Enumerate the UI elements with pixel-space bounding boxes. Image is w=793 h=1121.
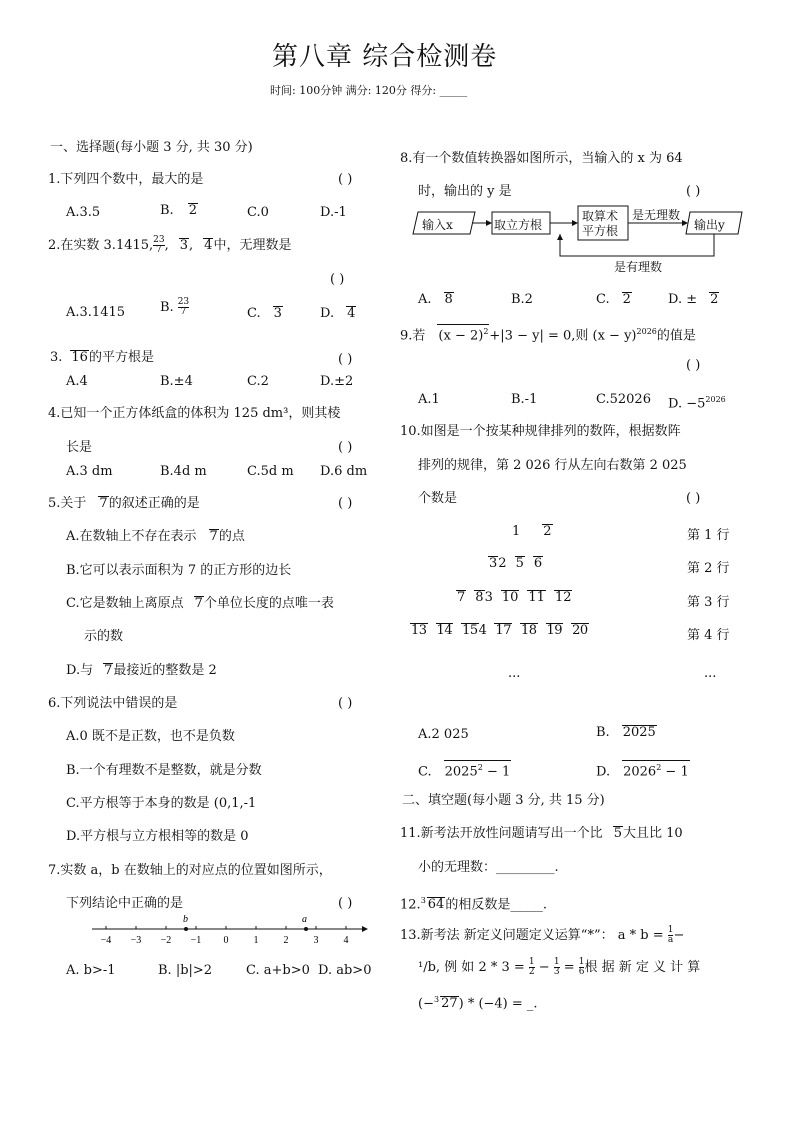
flow-sqrt-1: 取算术 [582, 209, 619, 223]
page-title: 第八章 综合检测卷 [272, 42, 498, 72]
q8-text-2: 时，输出的 y 是 [418, 184, 512, 199]
axis-tick-label: −4 [100, 935, 112, 946]
q4-paren: ( ) [338, 440, 353, 455]
q2-text: 2.在实数 3.1415, $\frac{23}{7}$ , 3, 4中，无理数是 [48, 235, 292, 255]
q6-paren: ( ) [338, 696, 353, 711]
q2-option-d: D. 4 [320, 306, 356, 321]
q8-option-b: B.2 [511, 292, 533, 307]
array-dots-right: ... [704, 666, 717, 681]
q8-option-d: D. ± 2 [668, 292, 719, 307]
q13-text-2: ¹/b, 例 如 2 * 3 = $\frac{1}{2}$ − $\frac{1}{3}$ = $\frac{1}{6}$ 根 据 新 定 义 计 算 [418, 957, 701, 977]
flow-sqrt-2: 平方根 [582, 224, 619, 238]
q10-option-a: A.2 025 [418, 727, 469, 742]
q8-flowchart [410, 202, 745, 274]
q1-paren: ( ) [338, 172, 353, 187]
q1-option-b: B. 2 [160, 203, 197, 218]
q10-text-3: 个数是 [418, 491, 458, 506]
q4-option-c: C.5d m [247, 464, 294, 479]
q8-option-a: A. 8 [418, 292, 453, 307]
q7-paren: ( ) [338, 896, 353, 911]
q4-option-a: A.3 dm [66, 464, 113, 479]
q4-option-d: D.6 dm [320, 464, 368, 479]
point-a-label: a [302, 914, 307, 925]
point-a [304, 927, 308, 931]
q10-option-d: D. $2026^2 - 1$ [596, 760, 690, 780]
q4-option-b: B.4d m [160, 464, 207, 479]
axis-tick-label: −1 [190, 935, 202, 946]
q7-text: 7.实数 a，b 在数轴上的对应点的位置如图所示， [48, 863, 332, 878]
q6-option-c: C.平方根等于本身的数是 (0,1,-1 [66, 796, 257, 811]
q8-option-c: C. 2 [596, 292, 631, 307]
q5-option-c: C.它是数轴上离原点 7个单位长度的点唯一表 [66, 596, 334, 611]
q1-option-d: D.-1 [320, 205, 347, 220]
q7-number-line [90, 912, 370, 948]
flow-output: 输出y [694, 218, 725, 232]
q11-text: 11.新考法开放性问题请写出一个比 5大且比 10 [400, 826, 683, 841]
q4-text-2: 长是 [66, 440, 93, 455]
section-choice: 一、选择题(每小题 3 分, 共 30 分) [50, 140, 253, 155]
q10-text-2: 排列的规律，第 2 026 行从左向右数第 2 025 [418, 458, 687, 473]
axis-tick-label: 3 [313, 935, 319, 946]
q5-option-b: B.它可以表示面积为 7 的正方形的边长 [66, 563, 292, 578]
q2-option-b: B. $\frac{23}{7}$ [160, 297, 190, 317]
q9-option-c: C.52026 [596, 392, 651, 407]
q7-option-d: D. ab>0 [318, 963, 372, 978]
q3-text: 3. 16的平方根是 [50, 350, 154, 365]
q11-text-2: 小的无理数：_________. [418, 860, 559, 875]
q10-option-c: C. $2025^2 - 1$ [418, 760, 511, 780]
array-row-2-label: 第 2 行 [687, 561, 730, 576]
q5-option-d: D.与 7最接近的整数是 2 [66, 663, 217, 678]
q5-option-c-2: 示的数 [84, 629, 124, 644]
q8-paren: ( ) [686, 184, 701, 199]
axis-tick-label: −3 [130, 935, 142, 946]
q7-option-b: B. |b|>2 [158, 963, 213, 978]
flow-irrational: 是无理数 [632, 208, 681, 222]
axis-tick-label: 2 [283, 935, 289, 946]
q9-option-d: D. $-5^{2026}$ [668, 395, 726, 412]
q2-paren: ( ) [330, 272, 345, 287]
axis-tick-label: 4 [343, 935, 349, 946]
q9-option-a: A.1 [418, 392, 440, 407]
q12-text: 12.$^3$ 64的相反数是_____. [400, 896, 547, 913]
q10-paren: ( ) [686, 491, 701, 506]
array-row-3: 7 83 10 11 12 [457, 590, 572, 605]
axis-tick-label: −2 [160, 935, 172, 946]
q7-option-a: A. b>-1 [66, 963, 116, 978]
q4-text: 4.已知一个正方体纸盒的体积为 125 dm³，则其棱 [48, 406, 341, 421]
axis-tick-label: 1 [253, 935, 259, 946]
section-fill: 二、填空题(每小题 3 分, 共 15 分) [402, 793, 605, 808]
q5-paren: ( ) [338, 496, 353, 511]
q3-option-a: A.4 [66, 374, 88, 389]
array-row-3-label: 第 3 行 [687, 595, 730, 610]
q6-option-a: A.0 既不是正数，也不是负数 [66, 729, 235, 744]
q10-option-b: B. 2025 [596, 725, 656, 740]
q13-text: 13.新考法 新定义问题定义运算“*”： a * b = $\frac{1}{a}$ − [400, 925, 685, 945]
q3-option-b: B.±4 [160, 374, 193, 389]
q5-option-a: A.在数轴上不存在表示 7的点 [66, 529, 245, 544]
q1-option-a: A.3.5 [66, 205, 101, 220]
q13-text-3: (−$^3$ 27) * (−4) = _. [418, 995, 538, 1012]
q7-text-2: 下列结论中正确的是 [66, 896, 184, 911]
q1-option-c: C.0 [247, 205, 269, 220]
q3-option-c: C.2 [247, 374, 269, 389]
array-row-1: 1 2 [512, 524, 552, 539]
point-b-label: b [183, 914, 188, 925]
q9-paren: ( ) [686, 358, 701, 373]
flow-rational: 是有理数 [614, 260, 663, 274]
q1-text: 1.下列四个数中，最大的是 [48, 172, 204, 187]
q9-option-b: B.-1 [511, 392, 538, 407]
flow-input: 输入x [422, 218, 453, 232]
array-row-1-label: 第 1 行 [687, 528, 730, 543]
q6-text: 6.下列说法中错误的是 [48, 696, 178, 711]
q8-text: 8.有一个数值转换器如图所示，当输入的 x 为 64 [400, 151, 683, 166]
array-row-4-label: 第 4 行 [687, 628, 730, 643]
q2-option-a: A.3.1415 [66, 305, 126, 320]
flow-cube-root: 取立方根 [494, 218, 543, 232]
q3-option-d: D.±2 [320, 374, 354, 389]
q3-paren: ( ) [338, 352, 353, 367]
array-dots-left: ... [508, 666, 521, 681]
q7-option-c: C. a+b>0 [246, 963, 310, 978]
array-row-4: 13 14 154 17 18 19 20 [411, 623, 588, 638]
q6-option-d: D.平方根与立方根相等的数是 0 [66, 829, 249, 844]
array-row-2: 32 5 6 [489, 556, 543, 571]
page-subtitle: 时间: 100分钟 满分: 120分 得分: _____ [270, 84, 468, 97]
q9-text: 9.若 $(x - 2)^2+|3 - y| = 0$,则 $(x - y)^{2026}$的值是 [400, 324, 696, 344]
point-b [184, 927, 188, 931]
q10-text: 10.如图是一个按某种规律排列的数阵，根据数阵 [400, 424, 681, 439]
axis-tick-label: 0 [223, 935, 229, 946]
q5-text: 5.关于 7的叙述正确的是 [48, 496, 200, 511]
q2-option-c: C. 3 [247, 306, 282, 321]
q6-option-b: B.一个有理数不是整数，就是分数 [66, 763, 262, 778]
